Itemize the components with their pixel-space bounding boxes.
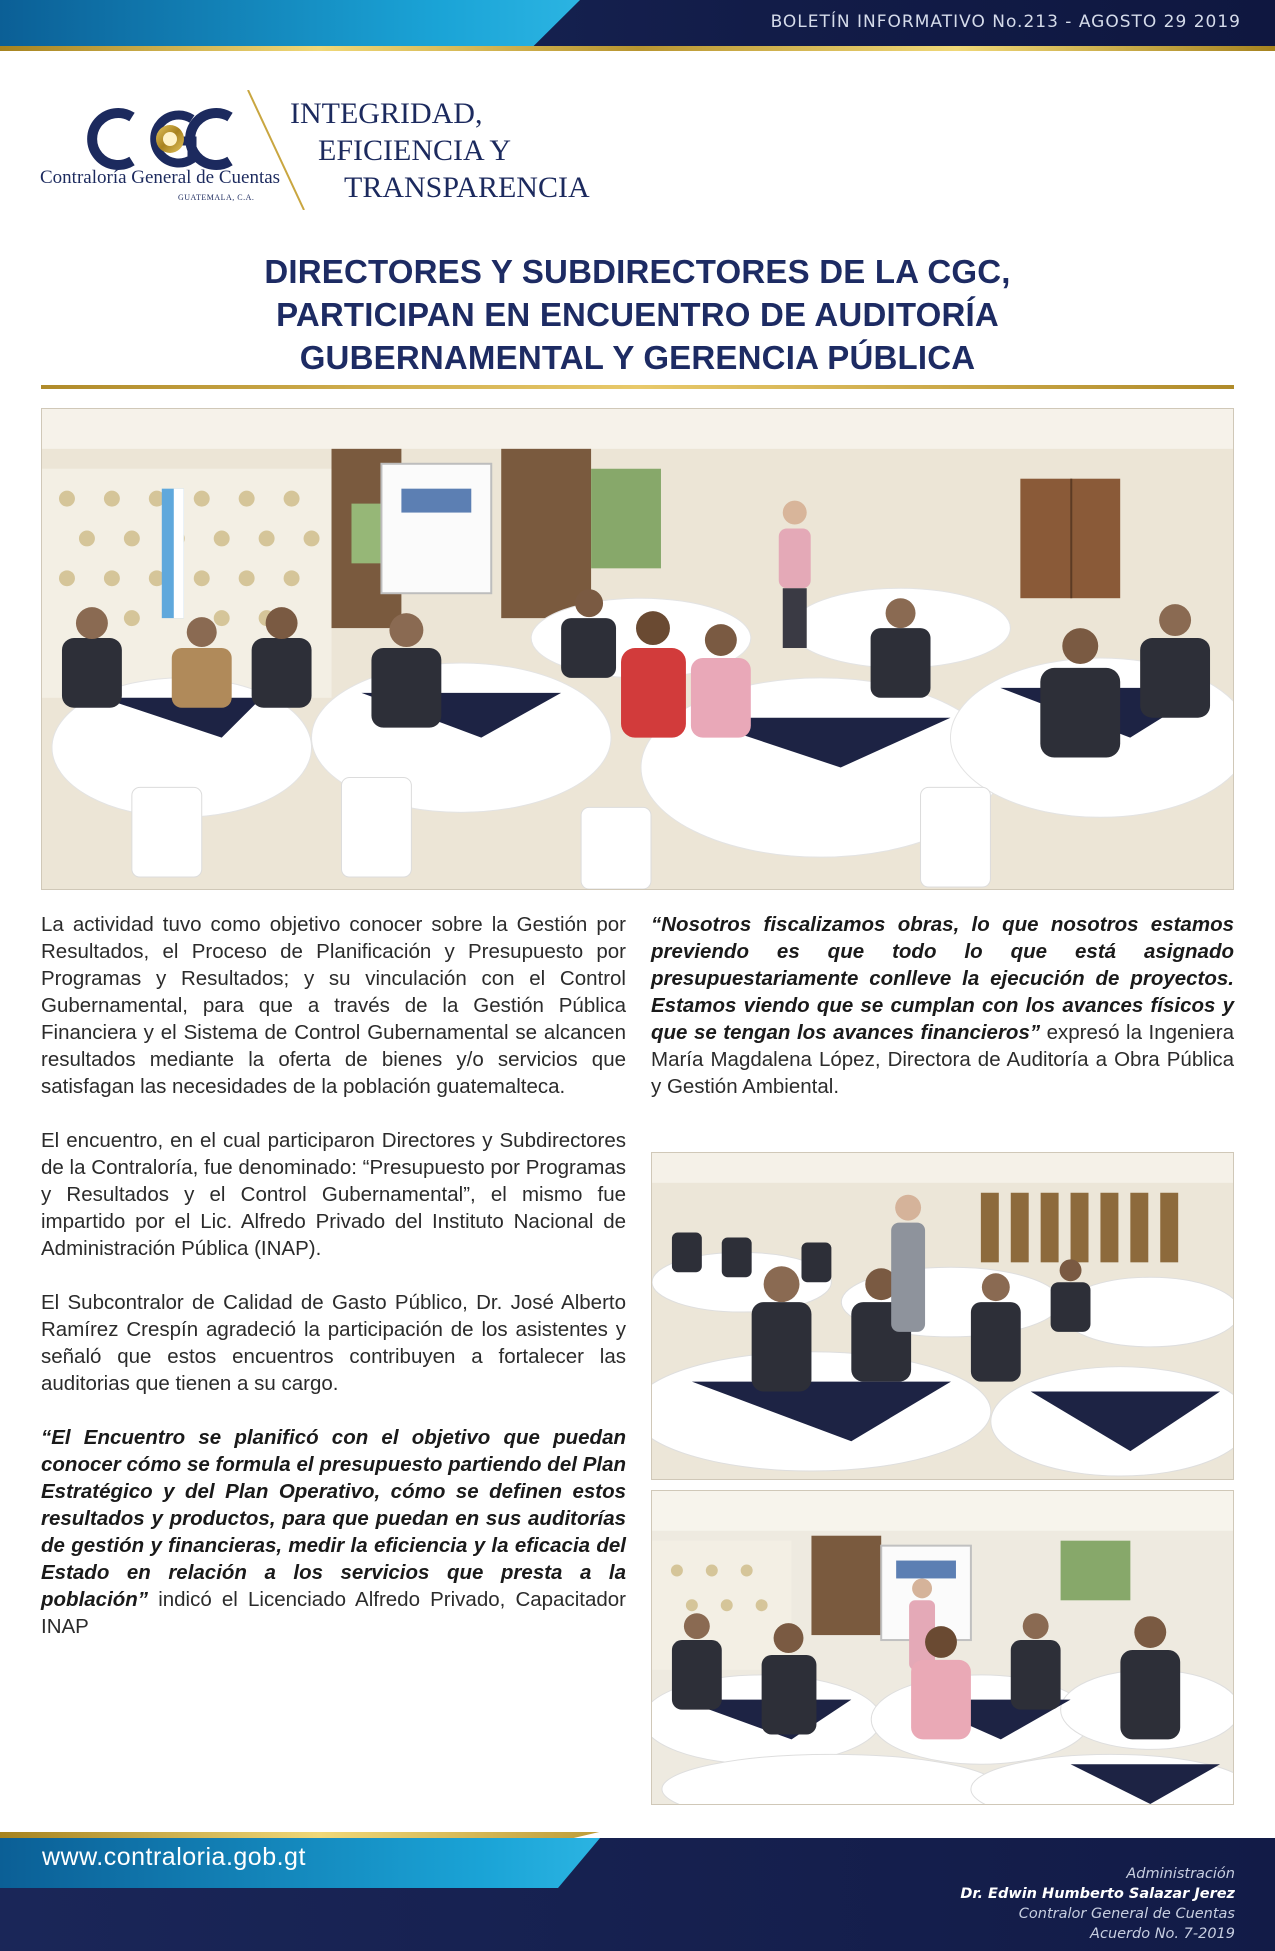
paragraph-engineer-quote (651, 911, 1234, 1100)
footer (0, 1818, 1275, 1951)
side-event-photo-2 (651, 1490, 1234, 1805)
article-right-column (651, 911, 1234, 1127)
paragraph-encounter: El encuentro, en el cual participaron Directores y Subdirectores de la Contraloría, fue denominado: “Presupuesto por Programas y Resultados y el Control Gubernamental”, el mismo fue impartido por el Lic. Alfredo Privado del Instituto Nacional de Administración Pública (INAP). (41, 1129, 626, 1260)
headline (90, 250, 1185, 379)
main-event-photo (41, 408, 1234, 890)
admin-agreement: Acuerdo No. 7-2019 (1090, 1926, 1235, 1942)
admin-name: Dr. Edwin Humberto Salazar Jerez (960, 1886, 1235, 1902)
logo-country: GUATEMALA, C.A. (178, 193, 255, 202)
administration-block (960, 1864, 1235, 1944)
inap-quote: “El Encuentro se planificó con el objetivo que puedan conocer cómo se formula el presupuesto partiendo del Plan Estratégico y del Plan Operativo, cómo se definen estos resultados y productos, para que puedan en sus auditorías de gestión y financieras, medir la eficiencia y la eficacia del Estado en relación a los servicios que presta a la población” (41, 1426, 626, 1611)
headline-line-2: PARTICIPAN EN ENCUENTRO DE AUDITORÍA (276, 296, 999, 333)
headline-line-1: DIRECTORES Y SUBDIRECTORES DE LA CGC, (264, 253, 1011, 290)
admin-label: Administración (1126, 1866, 1235, 1882)
article-left-column (41, 911, 626, 1667)
headline-line-3: GUBERNAMENTAL Y GERENCIA PÚBLICA (299, 339, 976, 376)
cgc-monogram-icon (80, 107, 260, 171)
engineer-quote: “Nosotros fiscalizamos obras, lo que nosotros estamos previendo es que todo lo que está asignado presupuestariamente conlleve la ejecución de proyectos. Estamos viendo que se cumplan con los avances físicos y que se tengan los avances financieros” (651, 913, 1234, 1044)
slogan-line-1: INTEGRIDAD, (290, 97, 483, 130)
admin-title: Contralor General de Cuentas (1018, 1906, 1235, 1922)
slogan-line-3: TRANSPARENCIA (344, 171, 590, 204)
website-link[interactable]: www.contraloria.gob.gt (42, 1843, 306, 1871)
issue-label: BOLETÍN INFORMATIVO No.213 - AGOSTO 29 2019 (770, 12, 1241, 32)
slogan (290, 95, 590, 206)
engineer-quote-attribution: expresó la Ingeniera María Magdalena López, Directora de Auditoría a Obra Pública y Gestión Ambiental. (651, 1021, 1234, 1098)
slogan-line-2: EFICIENCIA Y (318, 134, 512, 167)
conference-room-photo (42, 409, 1233, 889)
headline-gold-rule (41, 385, 1234, 389)
top-banner-cyan-accent (0, 0, 580, 46)
logo-name: Contraloría General de Cuentas (40, 167, 281, 188)
paragraph-subcontralor: El Subcontralor de Calidad de Gasto Público, Dr. José Alberto Ramírez Crespín agradeció la participación de los asistentes y señaló que estos encuentros contribuyen a fortalecer las auditorias que tienen a su cargo. (41, 1291, 626, 1395)
top-banner (0, 0, 1275, 52)
conference-room-photo-2 (652, 1153, 1233, 1479)
paragraph-objective: La actividad tuvo como objetivo conocer sobre la Gestión por Resultados, el Proceso de Planificación y Presupuesto por Programas y Resultados; y su vinculación con el Control Gubernamental, para que a través de la Gestión Pública Financiera y el Sistema de Control Gubernamental se alcancen resultados mediante la oferta de bienes y/o servicios que satisfagan las necesidades de la población guatemalteca. (41, 913, 626, 1098)
top-banner-gold-rule (0, 46, 1275, 51)
inap-quote-attribution: indicó el Licenciado Alfredo Privado, Capacitador INAP (41, 1588, 626, 1638)
side-event-photo-1 (651, 1152, 1234, 1480)
paragraph-inap-quote (41, 1424, 626, 1640)
conference-room-photo-3 (652, 1491, 1233, 1804)
